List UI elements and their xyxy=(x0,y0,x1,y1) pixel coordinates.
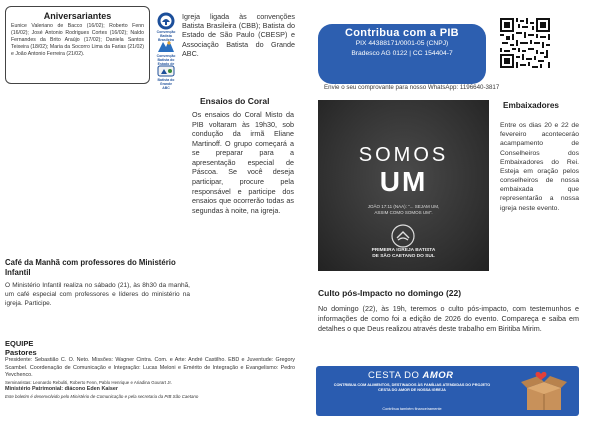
cafe-text: O Ministério Infantil realiza no sábado (21), às 8h30 da manhã, um café especial com professores e líderes do ministério na igreja. Participe. xyxy=(5,282,190,307)
contribua-title: Contribua com a PIB xyxy=(345,27,459,39)
equipe-patrimonial: Ministério Patrimonial: diácono Eden Kaiser xyxy=(5,386,118,393)
aniversariantes-title: Aniversariantes xyxy=(43,11,112,21)
embaixadores-title: Embaixadores xyxy=(503,101,559,110)
aniversariantes-text: Eunice Valeriano de Bacco (16/02); Roberto Fenn (16/02); José Antonio Rodrigues Cortes (16/02); Naldo Fernandes da Brito Araújo (17/02); Daniela Santos Teixeira (18/02); Maria da Socorro Lima da Farias (21/02) e João Antonio Ferreira (21/02). xyxy=(11,23,144,58)
cesta-do-amor-banner[interactable] xyxy=(316,366,579,416)
cbesp-caption: Convenção Batista do Estado de xyxy=(156,54,176,66)
equipe-section xyxy=(5,340,295,400)
somos-um-poster xyxy=(318,100,489,271)
somos-um-church xyxy=(318,248,489,260)
cbb-caption: Convenção Batista Brasileira xyxy=(156,30,176,42)
aniversariantes-box xyxy=(5,6,150,84)
cafe-title: Café da Manhã com professores do Ministério Infantil xyxy=(5,258,176,277)
envie-comprovante-text: Envie o seu comprovante para nosso WhatsApp: 1196640-3817 xyxy=(324,84,500,91)
cbb-logo-icon xyxy=(157,12,175,30)
cesta-footer: Contribua também financeiramente xyxy=(382,407,442,411)
abc-caption: Batista do Grande ABC xyxy=(157,78,175,90)
coral-text: Os ensaios do Coral Misto da PIB voltaram às 19h30, sob condução da irmã Eliane Martinoff. O grupo começará a se preparar para a apresentação especial de Páscoa. Se você deseja participar, procure pela responsável e participe dos ensaios que ocorrerão todas as segundas à noite, na igreja. xyxy=(192,110,294,215)
church-seal-icon xyxy=(391,224,415,248)
equipe-title: EQUIPE xyxy=(5,339,34,348)
equipe-seminaristas: Seminaristas: Leonardo Rebuliti, Roberto Fenn, Pablo Henrique e Ariadina Gourart Jr. xyxy=(5,379,172,385)
qr-code-icon[interactable] xyxy=(500,18,550,68)
pastores-label: Pastores xyxy=(5,347,37,357)
abc-logo xyxy=(156,64,176,91)
cesta-brand-light: CESTA DO xyxy=(368,370,420,381)
contribua-pix: PIX 44388171/0001-05 (CNPJ) xyxy=(355,40,449,47)
somos-um-church2: DE SÃO CAETANO DO SUL xyxy=(372,253,435,259)
abc-logo-icon xyxy=(157,64,175,78)
donation-box-icon xyxy=(519,370,569,414)
somos-um-ref2: ASSIM COMO SOMOS UM". xyxy=(374,210,433,216)
equipe-rodape: Este boletim é desenvolvido pelo Ministério de Comunicação e pela secretaria da PIB São Caetano xyxy=(5,393,199,399)
cesta-do-amor-logo xyxy=(368,370,454,381)
coral-title: Ensaios do Coral xyxy=(200,96,270,106)
embaixadores-text: Entre os dias 20 e 22 de fevereiro aconteceráo acampamento de Conselheiros dos Embaixadores do Rei. Esteja em oração pelos conselheiros de nossa embaixada que representarão a nossa igreja neste evento. xyxy=(500,122,579,212)
somos-um-line1: SOMOS xyxy=(358,144,449,166)
equipe-pastores-text: Presidente: Sebastião C. O. Neto. Missões: Wagner Cintra. Com. e Arte: André Castilho. EBD e Juventude: Gregory Scambel. Coordenação de Comunicação e Integração: Lucas Meloni e Emérito de Integração e Evangelismo: Pedro Yevchenco. xyxy=(5,357,295,379)
somos-um-church1: PRIMEIRA IGREJA BATISTA xyxy=(371,248,436,253)
contribua-banco: Bradesco AG 0122 | CC 154404-7 xyxy=(351,50,453,58)
somos-um-reference xyxy=(318,204,489,217)
cesta-brand-bold: AMOR xyxy=(422,370,454,381)
somos-um-ref1: JOÃO 17:11 (NAA): "... SEJAM UM, xyxy=(367,204,440,209)
culto-text: No domingo (22), às 19h, teremos o culto pós-impacto, com testemunhos e informações de como foi a edição de 2026 do evento. Compareça e saiba em detalhes o que Deus realizou através deste trabalho em Biritiba Mirim. xyxy=(318,304,579,333)
contribua-box xyxy=(318,24,486,84)
cbesp-logo-icon xyxy=(157,38,175,54)
igreja-ligada-text: Igreja ligada às convenções Batista Brasileira (CBB); Batista do Estado de São Paulo (CBESP) e Associação Batista do Grande ABC. xyxy=(182,12,295,58)
somos-um-line2: UM xyxy=(379,166,428,197)
culto-title: Culto pós-Impacto no domingo (22) xyxy=(318,288,462,298)
cesta-description: CONTRIBUA COM ALIMENTOS, DESTINADOS ÀS FAMÍLIAS ATENDIDAS DO PROJETO CESTA DO AMOR DE NOSSA IGREJA xyxy=(333,383,491,393)
